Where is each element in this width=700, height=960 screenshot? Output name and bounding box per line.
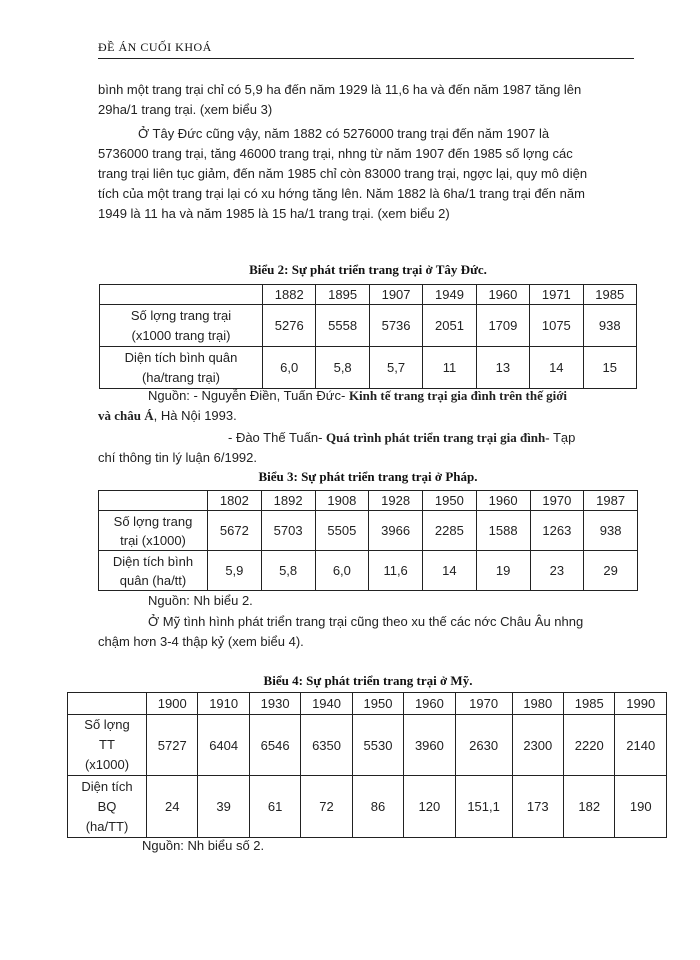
table4-cell: 3960 — [404, 715, 455, 776]
table3-year: 1928 — [369, 491, 423, 511]
table3-cell: 14 — [423, 551, 477, 591]
table2-row-label — [100, 347, 263, 389]
table4-year: 1940 — [301, 693, 352, 715]
table4-year: 1910 — [198, 693, 249, 715]
source2-title1a: Kinh tế trang trại gia đình trên thế giới — [348, 388, 568, 403]
table4-cell: 39 — [198, 776, 249, 838]
page-header: ĐỀ ÁN CUỐI KHOÁ — [98, 40, 634, 59]
table3-cell: 6,0 — [315, 551, 369, 591]
table3-cell: 19 — [476, 551, 530, 591]
table2-cell: 2051 — [423, 305, 476, 347]
table3-header-row — [99, 491, 638, 511]
table3-cell: 29 — [584, 551, 638, 591]
table3-cell: 938 — [584, 511, 638, 551]
table2-cell: 5,8 — [316, 347, 369, 389]
table2-corner — [100, 285, 263, 305]
table4-year: 1980 — [512, 693, 563, 715]
table4-cell: 6350 — [301, 715, 352, 776]
table2-header-row — [100, 285, 637, 305]
table2-cell: 6,0 — [263, 347, 316, 389]
table3-cell: 11,6 — [369, 551, 423, 591]
table2-year: 1985 — [583, 285, 636, 305]
table2-cell: 1075 — [530, 305, 583, 347]
source2-title2: Quá trình phát triển trang trại gia đình- — [326, 430, 550, 445]
table4-cell: 2300 — [512, 715, 563, 776]
table3-year: 1908 — [315, 491, 369, 511]
source2-line-1 — [148, 386, 640, 406]
table3-cell: 1263 — [530, 511, 584, 551]
table3-corner — [99, 491, 208, 511]
table4-row-label — [68, 776, 147, 838]
source2-line-3 — [228, 428, 640, 448]
table4-year: 1990 — [615, 693, 667, 715]
table3-year: 1960 — [476, 491, 530, 511]
table3-year: 1950 — [423, 491, 477, 511]
source3: Nguồn: Nh biểu 2. — [148, 593, 253, 608]
table4-row-area — [68, 776, 667, 838]
table2-cell: 1709 — [476, 305, 529, 347]
source2-prefix2: - Đào Thế Tuấn- — [228, 430, 323, 445]
table3-cell: 2285 — [423, 511, 477, 551]
germany-line-2: 5736000 trang trại, tăng 46000 trang trại, nhng từ năm 1907 đến 1985 số lợng các — [98, 146, 573, 161]
table4-year: 1985 — [564, 693, 615, 715]
intro-line-1: bình một trang trại chỉ có 5,9 ha đến năm 1929 là 11,6 ha và đến năm 1987 tăng lên — [98, 82, 582, 97]
table2-year: 1971 — [530, 285, 583, 305]
table2-year: 1895 — [316, 285, 369, 305]
table4-cell: 24 — [147, 776, 198, 838]
source2-prefix: Nguồn: - Nguyễn Điền, Tuấn Đức- — [148, 388, 346, 403]
table2-row2-label-a: Diện tích bình quân — [124, 349, 238, 365]
table4-year: 1950 — [352, 693, 403, 715]
table2-year: 1882 — [263, 285, 316, 305]
table4-row1-label-c: (x1000) — [84, 757, 130, 772]
table4-header-row — [68, 693, 667, 715]
table3-cell: 5,9 — [208, 551, 262, 591]
table2-cell: 15 — [583, 347, 636, 389]
table2-row2-label-b: (ha/trang trại) — [141, 369, 221, 385]
table3-row1-label-b: trại (x1000) — [120, 532, 186, 548]
table4-cell: 190 — [615, 776, 667, 838]
germany-line-5: 1949 là 11 ha và năm 1985 là 15 ha/1 trang trại. (xem biểu 2) — [98, 206, 450, 221]
table3-cell: 5505 — [315, 511, 369, 551]
table4-year: 1960 — [404, 693, 455, 715]
source2-title1b: và châu Á — [98, 408, 154, 423]
source2-line-4: chí thông tin lý luận 6/1992. — [98, 450, 258, 465]
table3-year: 1987 — [584, 491, 638, 511]
table4-cell: 151,1 — [455, 776, 512, 838]
table2-cell: 14 — [530, 347, 583, 389]
source4: Nguồn: Nh biểu số 2. — [142, 838, 265, 853]
table2-row-area — [100, 347, 637, 389]
germany-line-3: trang trại liên tục giảm, đến năm 1985 chỉ còn 83000 trang trại, ngợc lại, quy mô diện — [98, 166, 588, 181]
table2 — [99, 284, 637, 389]
table4-year: 1900 — [147, 693, 198, 715]
table4-cell: 6546 — [249, 715, 300, 776]
table3-cell: 5703 — [261, 511, 315, 551]
table3-row1-label-a: Số lợng trang — [113, 513, 193, 529]
table4-cell: 86 — [352, 776, 403, 838]
table3 — [98, 490, 638, 591]
table3-row2-label-b: quân (ha/tt) — [119, 572, 187, 588]
table4-cell: 6404 — [198, 715, 249, 776]
table4-row1-label-a: Số lợng — [84, 717, 130, 732]
table3-row-label — [99, 551, 208, 591]
table2-year: 1907 — [369, 285, 422, 305]
table3-year: 1970 — [530, 491, 584, 511]
table3-row2-label-a: Diện tích bình — [112, 553, 194, 569]
table4-cell: 72 — [301, 776, 352, 838]
table3-year: 1892 — [261, 491, 315, 511]
table4-year: 1930 — [249, 693, 300, 715]
table4-cell: 2140 — [615, 715, 667, 776]
table2-year: 1949 — [423, 285, 476, 305]
table4 — [67, 692, 667, 838]
table4-row-label — [68, 715, 147, 776]
table4-cell: 182 — [564, 776, 615, 838]
table4-row-count — [68, 715, 667, 776]
table2-cell: 938 — [583, 305, 636, 347]
table2-cell: 5,7 — [369, 347, 422, 389]
table2-year: 1960 — [476, 285, 529, 305]
source2-line-2 — [98, 406, 638, 426]
germany-line-4: tích của một trang trại lại có xu hớng tăng lên. Năm 1882 là 6ha/1 trang trại đến năm — [98, 186, 585, 201]
table4-cell: 2220 — [564, 715, 615, 776]
source2-suffix1: , Hà Nội 1993. — [153, 408, 237, 423]
table3-cell: 5,8 — [261, 551, 315, 591]
table4-year: 1970 — [455, 693, 512, 715]
table2-cell: 5558 — [316, 305, 369, 347]
table2-row-count — [100, 305, 637, 347]
table3-row-count — [99, 511, 638, 551]
table3-row-area — [99, 551, 638, 591]
table2-caption: Biểu 2: Sự phát triển trang trại ở Tây Đức. — [249, 262, 487, 277]
table4-cell: 61 — [249, 776, 300, 838]
germany-line-1: Ở Tây Đức cũng vậy, năm 1882 có 5276000 trang trại đến năm 1907 là — [138, 126, 550, 141]
table2-cell: 5276 — [263, 305, 316, 347]
table2-row1-label-b: (x1000 trang trại) — [131, 327, 231, 343]
table2-row1-label-a: Số lợng trang trại — [130, 307, 232, 323]
usa-line-2: chậm hơn 3-4 thập kỷ (xem biểu 4). — [98, 634, 304, 649]
table3-cell: 1588 — [476, 511, 530, 551]
table4-cell: 173 — [512, 776, 563, 838]
table4-row1-label-b: TT — [99, 737, 115, 752]
table3-cell: 23 — [530, 551, 584, 591]
source2-suffix2a: Tạp — [552, 430, 576, 445]
table4-row2-label-b: BQ — [97, 798, 117, 814]
table2-row-label — [100, 305, 263, 347]
table3-cell: 3966 — [369, 511, 423, 551]
table4-row2-label-a: Diện tích — [81, 778, 133, 794]
usa-line-1: Ở Mỹ tình hình phát triển trang trại cũng theo xu thế các nớc Châu Âu nhng — [148, 614, 584, 629]
table4-cell: 5727 — [147, 715, 198, 776]
table4-cell: 2630 — [455, 715, 512, 776]
table4-cell: 5530 — [352, 715, 403, 776]
table4-caption: Biểu 4: Sự phát triển trang trại ở Mỹ. — [263, 673, 473, 688]
table4-row2-label-c: (ha/TT) — [85, 818, 129, 834]
table3-year: 1802 — [208, 491, 262, 511]
table2-cell: 5736 — [369, 305, 422, 347]
table2-cell: 11 — [423, 347, 476, 389]
table4-cell: 120 — [404, 776, 455, 838]
intro-line-2: 29ha/1 trang trại. (xem biểu 3) — [98, 102, 273, 117]
table3-caption: Biểu 3: Sự phát triển trang trại ở Pháp. — [258, 469, 478, 484]
table4-corner — [68, 693, 147, 715]
table3-cell: 5672 — [208, 511, 262, 551]
table2-cell: 13 — [476, 347, 529, 389]
table3-row-label — [99, 511, 208, 551]
